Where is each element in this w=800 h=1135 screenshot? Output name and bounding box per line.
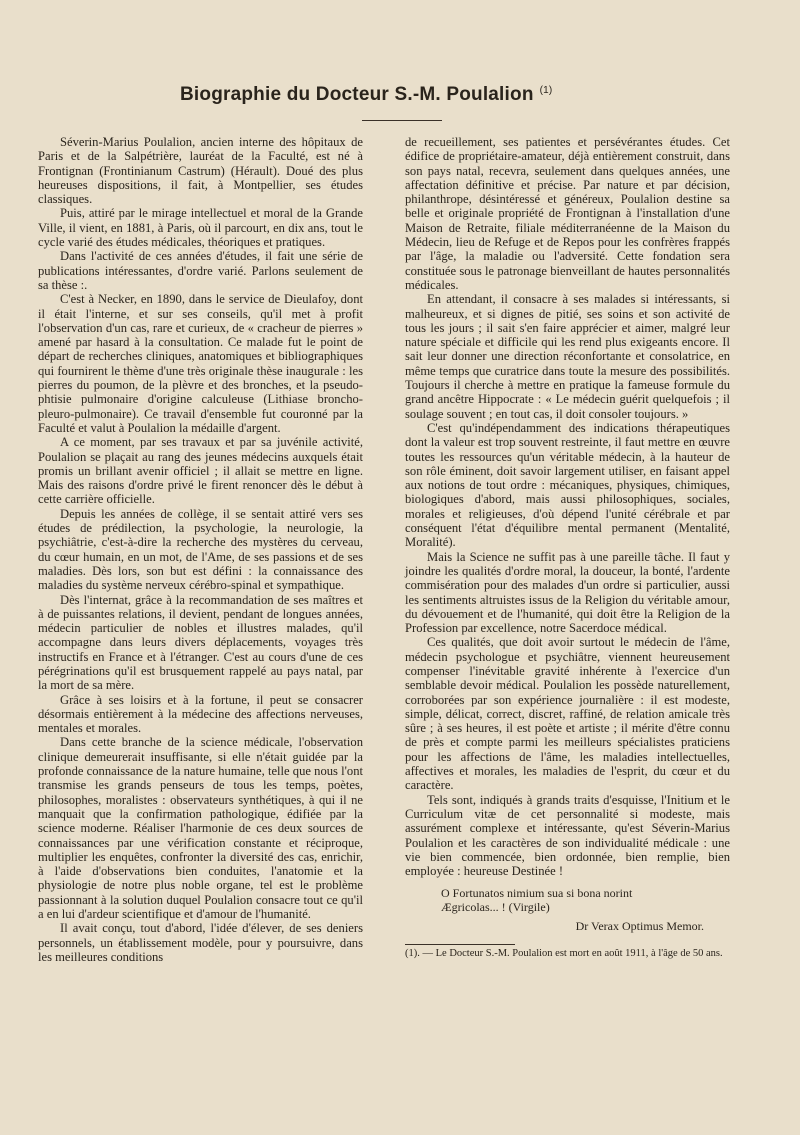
left-column bbox=[38, 135, 363, 964]
paragraph: Dans l'activité de ces années d'études, il fait une série de publications intéressantes, d'ordre varié. Parlons seulement de sa thèse :. bbox=[38, 249, 363, 292]
paragraph: C'est à Necker, en 1890, dans le service de Dieulafoy, dont il était l'interne, et sur ses conseils, qu'il met à profit l'observation d'un cas, rare et curieux, de « cracheur de pierres » amené par hasard à la consultation. Ce malade fut le point de départ de recherches cliniques, anatomiques et bibliographiques qui fournirent le thème d'une très originale thèse inaugurale : les pierres du poumon, de la plèvre et des bronches, et la pseudo-phtisie pulmonaire d'origine calculeuse (Lithiase broncho-pleuro-pulmonaire). Ce travail d'ensemble fut couronné par la Faculté et valut à Poulalion la médaille d'argent. bbox=[38, 292, 363, 435]
paragraph: Puis, attiré par le mirage intellectuel et moral de la Grande Ville, il vient, en 1881, à Paris, où il parcourt, en dix ans, tout le cycle varié des études médicales, théoriques et pratiques. bbox=[38, 206, 363, 250]
paragraph: A ce moment, par ses travaux et par sa juvénile activité, Poulalion se plaçait au rang des jeunes médecins auxquels était promis un brillant avenir officiel ; il allait se mettre en ligne. Mais des raisons d'ordre privé le firent renoncer dès le début à cette carrière officielle. bbox=[38, 435, 363, 507]
title-text: Biographie du Docteur S.-M. Poulalion bbox=[180, 84, 534, 105]
quote-line-2: Ægricolas... ! (Virgile) bbox=[441, 900, 550, 915]
paragraph: de recueillement, ses patientes et persévérantes études. Cet édifice de propriétaire-amateur, déjà entièrement construit, dans son pays natal, recevra, seulement dans quelques années, une affectation définitive et précise. Par nature et par décision, philanthrope, désintéressé et généreux, Poulalion destine sa belle et originale propriété de Frontignan à l'installation d'une Maison de Retraite, filiale méditerranéenne de la Maison du Médecin, lieu de Refuge et de Repos pour les confrères frappés par l'âge, la maladie ou l'adversité. Cette fondation sera constituée sous le patronage bienveillant de hautes personnalités médicales. bbox=[405, 135, 730, 292]
footnote-rule bbox=[405, 944, 515, 945]
paragraph: Dans cette branche de la science médicale, l'observation clinique demeurerait insuffisante, si elle n'était guidée par la profonde connaissance de la nature humaine, telle que nous l'ont transmise les grands penseurs de tous les temps, poètes, philosophes, moralistes : observateurs synthétiques, à qui il ne manquait que la confirmation pathologique, édifiée par la science moderne. Réaliser l'harmonie de ces deux sources de connaissances par une vérification constante et réciproque, multiplier les enquêtes, confronter la diversité des cas, enrichir, à l'aide d'observations bien conduites, l'anatomie et la physiologie de notre plus noble organe, tel est le problème passionnant à la solution duquel Poulalion consacre tout ce qu'il a en lui d'ardeur scientifique et d'amour de l'humanité. bbox=[38, 735, 363, 922]
paragraph: C'est qu'indépendamment des indications thérapeutiques dont la valeur est trop souvent restreinte, il faut mettre en œuvre toutes les ressources qu'un véritable médecin, à la hauteur de son rôle éminent, doit savoir largement utiliser, en faisant appel aux notions de tout ordre : mécaniques, physiques, chimiques, biologiques d'abord, mais aussi philosophiques, sociales, morales et religieuses, d'où dépend l'unité cérébrale et par conséquent l'état d'équilibre mental permanent (Mentalité, Moralité). bbox=[405, 420, 730, 550]
paragraph: Ces qualités, que doit avoir surtout le médecin de l'âme, médecin psychologue et psychiâtre, viennent heureusement compenser l'inévitable gravité inhérente à l'exercice d'un semblable devoir médical. Poulalion les possède naturellement, corroborées par son expérience journalière : il est modeste, simple, délicat, correct, discret, raffiné, de relation amicale très sûre ; à ses heures, il est poète et artiste ; il mérite d'être connu de près et compte parmi les meilleurs spécialistes praticiens pour les affections de l'âme, les maladies intellectuelles, affectives et morales, les maladies de l'esprit, du cœur et du caractère. bbox=[405, 635, 730, 793]
paragraph: Tels sont, indiqués à grands traits d'esquisse, l'Initium et le Curriculum vitæ de cet personnalité si modeste, mais assurément complexe et intéressante, qu'est Séverin-Marius Poulalion et les caractères de son individualité médicale : une vie bien commencée, bien ordonnée, bien remplie, bien employée : heureuse Destinée ! bbox=[405, 792, 730, 879]
paragraph: En attendant, il consacre à ses malades si intéressants, si malheureux, et si dignes de pitié, ses soins et son activité de tous les jours ; il sait s'en faire apprécier et aimer, malgré leur nature spéciale et difficile qui les rend plus exigeants encore. Il sait leur donner une direction réconfortante et consolatrice, en même temps que curatrice dans toute la mesure des possibilités. Toujours il cherche à mettre en pratique la fameuse formule du grand ancêtre Hippocrate : « Le médecin guérit quelquefois ; il soulage souvent ; en tout cas, il doit consoler toujours. » bbox=[405, 292, 730, 421]
paragraph: Depuis les années de collège, il se sentait attiré vers ses études de prédilection, la psychologie, la neurologie, la psychiâtrie, c'est-à-dire la recherche des mystères du cerveau, du cœur humain, en un mot, de l'Ame, de ses passions et de ses maladies. Dès lors, son but est défini : la connaissance des maladies du système nerveux cérébro-spinal et sympathique. bbox=[38, 506, 363, 593]
quote-line-1: O Fortunatos nimium sua si bona norint bbox=[441, 886, 633, 901]
latin-quote bbox=[405, 886, 730, 914]
paragraph: Il avait conçu, tout d'abord, l'idée d'élever, de ses deniers personnels, un établissement modèle, pour y poursuivre, dans les meilleures conditions bbox=[38, 921, 363, 964]
paragraph: Dès l'internat, grâce à la recommandation de ses maîtres et à de puissantes relations, il devient, pendant de longues années, médecin particulier de nobles et illustres malades, qu'il accompagne dans leurs divers déplacements, voyages très instructifs en France et à l'étranger. C'est au cours d'une de ces pérégrinations qu'il est brusquement rappelé au pays natal, par la mort de sa mère. bbox=[38, 592, 363, 693]
page-title bbox=[180, 84, 620, 106]
title-underline bbox=[362, 120, 442, 121]
title-footnote-marker: (1) bbox=[539, 84, 553, 96]
paragraph: Mais la Science ne suffit pas à une pareille tâche. Il faut y joindre les qualités d'ordre moral, la douceur, la bonté, l'ardente commisération pour des malades d'un ordre si particulier, aussi les sentiments altruistes issus de la Religion du véritable amour, du dévouement et de l'humanité, qui doit être la Religion de la Profession par excellence, notre Sacerdoce médical. bbox=[405, 549, 730, 636]
right-column bbox=[405, 135, 730, 960]
paragraph: Grâce à ses loisirs et à la fortune, il peut se consacrer désormais entièrement à la médecine des affections nerveuses, mentales et morales. bbox=[38, 692, 363, 736]
footnote: (1). — Le Docteur S.-M. Poulalion est mort en août 1911, à l'âge de 50 ans. bbox=[405, 947, 723, 959]
author-signature: Dr Verax Optimus Memor. bbox=[575, 919, 704, 934]
paragraph: Séverin-Marius Poulalion, ancien interne des hôpitaux de Paris et de la Salpétrière, lauréat de la Faculté, est né à Frontignan (Frontinianum Castrum) (Hérault). Doué des plus heureuses dispositions, il fait, à Montpellier, ses études classiques. bbox=[38, 135, 363, 207]
